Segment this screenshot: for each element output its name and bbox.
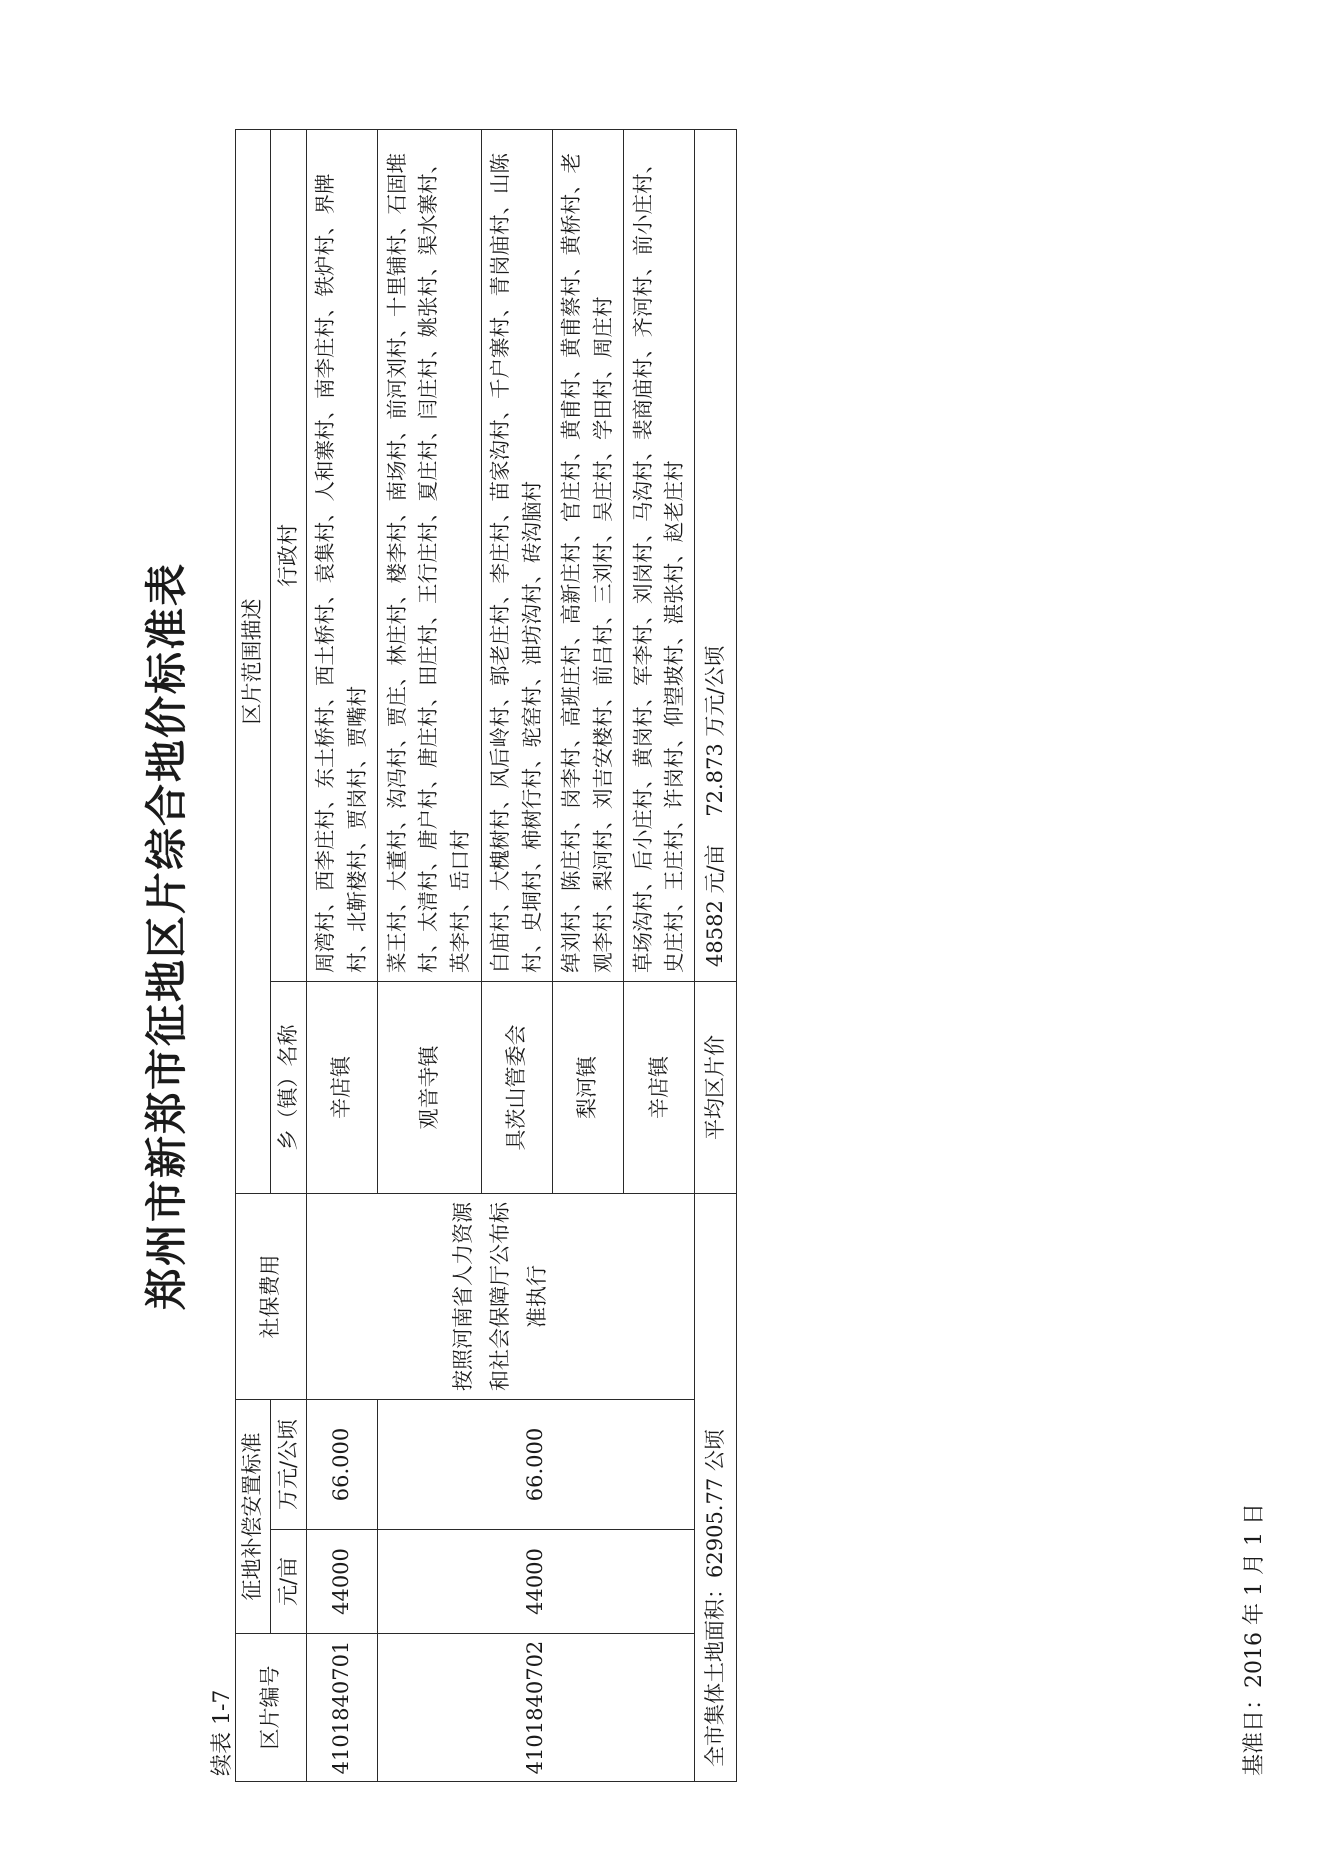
land-price-table: [235, 129, 737, 1782]
average-price-label: 平均区片价: [695, 982, 737, 1194]
base-date: 基准日：2016 年 1 月 1 日: [1242, 1503, 1267, 1776]
village-list: 周湾村、西李庄村、东土桥村、西土桥村、袁集村、人和寨村、南李庄村、铁炉村、界牌村、北靳楼村、贾岗村、贾嘴村: [306, 130, 377, 982]
town-name: 梨河镇: [553, 982, 624, 1194]
price-per-hectare: 66.000: [377, 1400, 695, 1530]
header-social: 社保费用: [236, 1194, 307, 1400]
table-caption: 续表 1-7: [210, 1689, 235, 1776]
header-unit-ha: 万元/公顷: [271, 1400, 306, 1530]
page-title: 郑州市新郑市征地区片综合地价标准表: [142, 562, 191, 1311]
village-list: 白庙村、大槐树村、风后岭村、郭老庄村、李庄村、苗家沟村、千户寨村、青岗庙村、山陈村、史垌村、柿树行村、驼窑村、油坊沟村、砖沟脑村: [481, 130, 552, 982]
zone-code: 4101840702: [377, 1634, 695, 1782]
village-list: 菜王村、大董村、沟冯村、贾庄、林庄村、楼李村、南场村、前河刘村、十里铺村、石固堆村、太清村、唐户村、唐庄村、田庄村、王行庄村、夏庄村、闫庄村、姚张村、渠水寨村、英李村、岳口村: [377, 130, 481, 982]
village-list: 绰刘村、陈庄村、岗李村、高班庄村、高新庄村、官庄村、黄甫村、黄甫蔡村、黄桥村、老观李村、梨河村、刘吉安楼村、前吕村、三刘村、吴庄村、学田村、周庄村: [553, 130, 624, 982]
average-price-value: 48582 元/亩 72.873 万元/公顷: [695, 130, 737, 982]
price-per-mu: 44000: [377, 1530, 695, 1634]
town-name: 观音寺镇: [377, 982, 481, 1194]
town-name: 具茨山管委会: [481, 982, 552, 1194]
town-name: 辛店镇: [624, 982, 695, 1194]
table-row: [306, 130, 377, 1782]
social-security-note: 按照河南省人力资源和社会保障厅公布标准执行: [306, 1194, 695, 1400]
price-per-mu: 44000: [306, 1530, 377, 1634]
header-villages: 行政村: [271, 130, 306, 982]
zone-code: 4101840701: [306, 1634, 377, 1782]
town-name: 辛店镇: [306, 982, 377, 1194]
header-range: 区片范围描述: [236, 130, 271, 1194]
header-town: 乡（镇）名称: [271, 982, 306, 1194]
total-area: 全市集体土地面积：62905.77 公顷: [695, 1194, 737, 1782]
header-zone-code: 区片编号: [236, 1634, 307, 1782]
header-unit-mu: 元/亩: [271, 1530, 306, 1634]
header-compensation: 征地补偿安置标准: [236, 1400, 271, 1634]
village-list: 草场沟村、后小庄村、黄岗村、军李村、刘岗村、马沟村、裴商庙村、齐河村、前小庄村、史庄村、王庄村、许岗村、仰望坡村、湛张村、赵老庄村: [624, 130, 695, 982]
header-row: [236, 130, 271, 1782]
price-per-hectare: 66.000: [306, 1400, 377, 1530]
summary-row: [695, 130, 737, 1782]
table-row: [377, 130, 481, 1782]
header-row: [271, 130, 306, 1782]
